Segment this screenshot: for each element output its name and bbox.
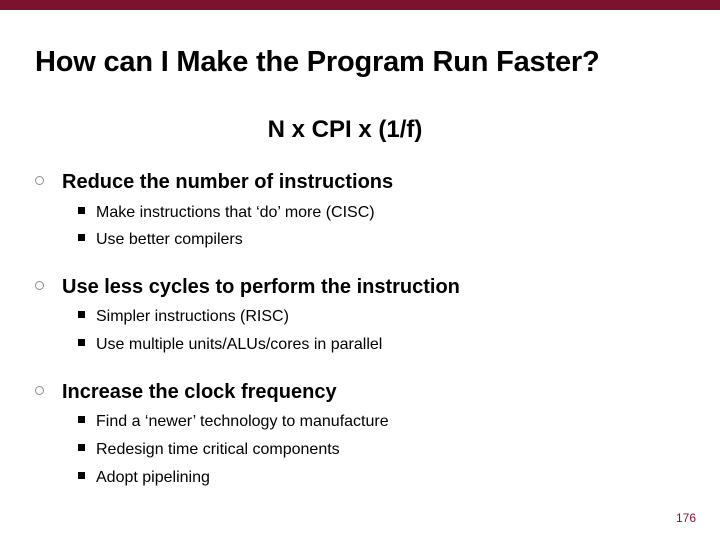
square-bullet-icon [78, 311, 85, 318]
sub-bullet-text: Find a ‘newer’ technology to manufacture [96, 413, 389, 430]
sub-bullet-item [78, 204, 375, 222]
circle-bullet-icon [35, 281, 44, 290]
sub-bullet-text: Redesign time critical components [96, 441, 340, 458]
bullet-text: Increase the clock frequency [62, 381, 337, 403]
sub-bullet-text: Adopt pipelining [96, 469, 210, 486]
sub-bullet-item [78, 441, 340, 459]
sub-bullet-item [78, 413, 389, 431]
sub-bullet-text: Use better compilers [96, 231, 243, 248]
bullet-text: Use less cycles to perform the instruction [62, 276, 460, 298]
circle-bullet-icon [35, 386, 44, 395]
sub-bullet-text: Use multiple units/ALUs/cores in parallel [96, 336, 383, 353]
circle-bullet-icon [35, 176, 44, 185]
square-bullet-icon [78, 444, 85, 451]
square-bullet-icon [78, 339, 85, 346]
formula-heading: N x CPI x (1/f) [267, 116, 423, 143]
bullet-item [35, 171, 393, 194]
bullet-item [35, 381, 337, 404]
sub-bullet-item [78, 231, 243, 249]
sub-bullet-text: Make instructions that ‘do’ more (CISC) [96, 204, 375, 221]
sub-bullet-item [78, 308, 289, 326]
square-bullet-icon [78, 472, 85, 479]
page-number: 176 [675, 511, 696, 525]
bullet-item [35, 276, 460, 299]
square-bullet-icon [78, 234, 85, 241]
square-bullet-icon [78, 416, 85, 423]
bullet-text: Reduce the number of instructions [62, 171, 394, 193]
top-accent-bar [0, 0, 720, 10]
sub-bullet-item [78, 336, 382, 354]
sub-bullet-item [78, 469, 210, 487]
square-bullet-icon [78, 207, 85, 214]
slide-title: How can I Make the Program Run Faster? [35, 46, 600, 78]
sub-bullet-text: Simpler instructions (RISC) [96, 308, 289, 325]
